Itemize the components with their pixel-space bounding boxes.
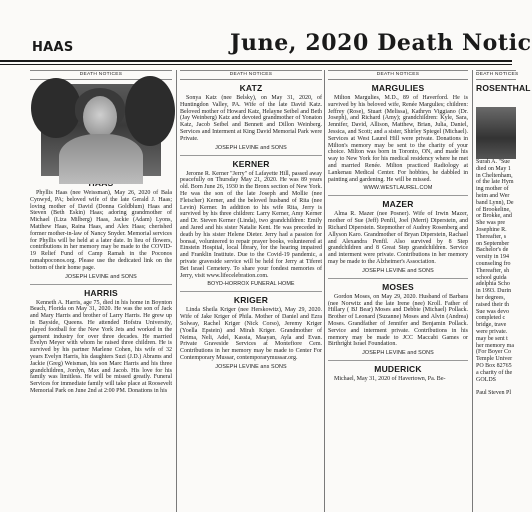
obituary-line: or Brokke, and [476, 213, 512, 220]
obituary-text: Michael, May 31, 2020 of Havertown, Pa. Be- [334, 376, 446, 383]
obituary-line: She was pre [476, 220, 505, 227]
obituary-line: GOLDS [476, 376, 497, 383]
column-divider [324, 70, 325, 512]
column-3 [328, 70, 468, 512]
column-1 [30, 70, 172, 512]
column-divider [472, 70, 473, 512]
obituary-text: Kenneth A. Harris, age 75, died in his home in Boynton Beach, Florida on May 31, 2020. He was the son of Jack and Mary Harris and brother of Larry Harris. He grew up in Bayside, Queens. He attended Hofstra University, played football for the New York Jets and worked in the garment industry for over three decades. He married Evelyn Meyer with whom he raised three children. He is survived by his partner Marlene Cohen, his wife of 32 years Evelyn Harris, his daughters Suzi (J.D.) Abrams and Jackie (Greg) Weisman, his son Marc Harris and his three grandchildren, Jordyn, Max and Jacob. His love for his family was limitless. He will be missed greatly. Funeral Services for immediate family will take place at Roosevelt Memorial Park on June 2nd at 2:00 PM. Donations in his [30, 299, 172, 394]
section-label: DEATH NOTICES [328, 70, 468, 80]
obituary-divider [180, 291, 322, 292]
obituary-divider [180, 155, 322, 156]
page-header-name: HAAS [32, 40, 74, 55]
obituary-line: raised their th [476, 301, 509, 308]
funeral-home: WWW.WESTLAUREL.COM [363, 185, 433, 192]
obituary-text: Phyllis Haas (nee Weissman), May 26, 2020 of Bala Cynwyd, PA; beloved wife of the late Gerald J. Haas; loving mother of David (Donna Goldblum) Haas and Steven (Beth Eskin) Haas; adoring grandmother of Michael (Liza Milberg) Haas, Jackie (Adam) Lyons, Matthew Haas, Raina Haas, and Alex Haas; cherished former mother-in-law of Nancy Snyder. Memorial services for Phyllis will be held at a later date. In lieu of flowers, contributions in her memory may be made to the COVID-19 Relief Fund of Camp Ramah in the Poconos ramahpoconos.org. Please use the dedicated link on the bottom of their home page. [30, 190, 172, 271]
obituary-name: HARRIS [84, 287, 118, 298]
page-header-title: June, 2020 Death Notic [230, 30, 532, 56]
obituary-text: Alma R. Mazer (nee Posner). Wife of Irwin Mazer, mother of Sue (Jeff) Penfil, Joel (Merri) Diperstein, and Richard Diperstein. Stepmother of Audrey Rosenberg and Allyson Karo. Grandmother of Bryan Diperstein, Rachael and Alexandra Penfil. Also survived by 8 Step grandchildren and 8 Great Step grandchildren. Service and interment were private. Contributions in her memory may be made to the Alzheimer's Association. [328, 211, 468, 265]
obituary-name: MAZER [382, 199, 414, 210]
obituary-line: PO Box 82765 [476, 362, 512, 369]
obituary-text: Linda Sheila Kriger (nee Herskowitz), May 29, 2020. Wife of Jake Kriger of Phila. Mother of Daniel and Ezra Solway, Rachel Kriger (Nick Corso), Jeremy Kriger (Yoella Epstein) and Mirah Kriger. Grandmother of Neima, Neli, Adel, Kassia, Maayan, Ayla and Evan. Private Graveside Services at Montefiore Cem. Contributions in her memory may be made to Center For Contemporary Mussar, contemporarymussar.org. [180, 307, 322, 361]
obituary-line: of the late Hym [476, 179, 514, 186]
obituary-name: KERNER [232, 158, 270, 169]
obituary-line: ing mother of [476, 186, 509, 193]
obituary-line: completed c [476, 315, 506, 322]
obituary-divider [328, 360, 468, 361]
obituary-text: Jerome R. Kerner "Jerry" of Lafayette Hill, passed away peacefully on Thursday May 21, 2020. He was 89 years old. Born June 26, 1930 in the Bronx section of New York. He was the son of the late Joseph and Mollie (nee Fleischer) Kerner, and the beloved husband of Rita (nee Levin) Kerner. In addition to his wife Rita, Jerry is survived by his three children: Larry Kerner, Amy Kerner and Dr. Steven Kerner (Linda), two grandchildren: Emily and Jared and his sister Natalie Kent. He was preceded in death by his sister Helene Dieter. Jerry had a passion for bonsai, volunteered to repair prayer books, volunteered at Einstein Hospital, local library, for the hearing impaired and Franklin Institute. Due to the Covid-19 pandemic, a private graveside service will be held for Jerry at Tiferet Bet Israel Cemetery. To share your fondest memories of Jerry, visit www.lifecelebration.com. [180, 170, 322, 279]
column-4-partial [476, 70, 531, 512]
funeral-home: BOYD-HORROX FUNERAL HOME [207, 281, 295, 288]
obituary-name: MARGULIES [371, 83, 425, 93]
header-rule [0, 60, 512, 62]
funeral-home: JOSEPH LEVINE and SONS [215, 144, 287, 151]
obituary-line: adelphia Scho [476, 281, 510, 288]
obituary-line: died on May 1 [476, 165, 511, 172]
obituary-photo [476, 107, 516, 159]
section-label: DEATH NOTICES [30, 70, 172, 80]
funeral-home: JOSEPH LEVINE and SONS [362, 267, 434, 274]
obituary-divider [328, 195, 468, 196]
section-label: DEATH NOTICES [476, 70, 516, 80]
obituary-divider [328, 278, 468, 279]
obituary-divider [30, 284, 172, 285]
obituary-line: of Brookeline, [476, 206, 511, 213]
obituary-line: on September [476, 240, 510, 247]
obituary-line: school guida [476, 274, 507, 281]
obituary-line: counseling fro [476, 260, 511, 267]
obituary-line: Thereafter, s [476, 233, 507, 240]
obituary-line: her memory ma [476, 342, 514, 349]
obituary-name: MUDERICK [374, 364, 422, 375]
obituary-line: Sue was devo [476, 308, 509, 315]
obituary-name: KRIGER [233, 295, 269, 306]
section-label: DEATH NOTICES [180, 70, 322, 80]
obituary-line: in Cheltenham, [476, 172, 513, 179]
obituary-line: a charity of the [476, 369, 513, 376]
obituary-line: Thereafter, sh [476, 267, 510, 274]
header-rule-thin [0, 64, 512, 65]
obituary-line: band Lynn), De [476, 199, 514, 206]
obituary-name: ROSENTHAL [476, 83, 531, 93]
obituary-text: Milton Margulies, M.D., 89 of Haverford. He is survived by his beloved wife, Renée Margulies; children: Jeffrey (Rose), Stuart (Melissa), Kathryn Viggiano (Dr. Joseph), and Richard (Amy); grandchildren: Kyle, Sara, Jennifer, David, Allison, Matthew, Brian, Julia, Daniel, Jessica, and Scott; and a sister, Shirley Spiegel (Michael). Services at West Laurel Hill were private. Donations in Milton's memory may be sent to the charity of your choice. Milton was born in Toronto, ON, and made his way to New York for his medical residency where he met and married Renée. Milton practiced Radiology at Lankenau Medical Center. For hobbies, he dabbled in painting and gardening. He will be missed. [328, 95, 468, 183]
obituary-text-partial [476, 159, 516, 397]
obituary-line: Paul Steven Pl [476, 390, 512, 397]
column-2 [180, 70, 322, 512]
column-divider [176, 70, 177, 512]
obituary-line: bridge, trave [476, 322, 507, 329]
funeral-home: JOSEPH LEVINE and SONS [65, 273, 137, 280]
obituary-line: Temple Univer [476, 356, 513, 363]
obituary-line: (For Boyer Co [476, 349, 511, 356]
obituary-line: heim and Wer [476, 192, 510, 199]
obituary-text: Sonya Katz (nee Belsky), on May 31, 2020, of Huntingdon Valley, PA. Wife of the late David Katz. Beloved mother of Howard Katz, Helayne Seibel and Beth (Jay Weinberg) Katz and devoted grandmother of Yonaton Katz, Jacob Seibel and Bennett and Dillon Weinberg. Services and Interment at King David Memorial Park were Private. [180, 95, 322, 142]
obituary-line: Josephine R. [476, 226, 507, 233]
funeral-home: JOSEPH LEVINE and SONS [362, 350, 434, 357]
obituary-line: Bachelor's de [476, 247, 509, 254]
obituary-name: KATZ [239, 83, 263, 93]
obituary-name: MOSES [382, 281, 414, 292]
obituary-line: may be sent t [476, 335, 508, 342]
obituary-line [476, 383, 516, 390]
obituary-line: versity in 194 [476, 254, 509, 261]
obituary-line: her degrees, [476, 294, 505, 301]
funeral-home: JOSEPH LEVINE ans SONS [215, 363, 287, 370]
obituary-line: were private. [476, 328, 508, 335]
obituary-photo [41, 84, 161, 176]
obituary-text: Gordon Moses, on May 29, 2020. Husband of Barbara (nee Norwitz and the late Irene (nee) Kroll. Father of Hillary ( BJ Bear) Moses and Debbie (Michael) Pollack. Brother of Leonard (Suzanne) Moses and Alvin (Andrea) Moses. Grandfather of Jennifer and Benjamin Pollack. Service and interment private. Contributions in his memory may be made to JCC Maccabi Games or Birthright Israel Foundation. [328, 293, 468, 348]
obituary-line: Surah A. "Sue [476, 159, 510, 165]
obituary-line: in 1993. Durin [476, 288, 512, 295]
